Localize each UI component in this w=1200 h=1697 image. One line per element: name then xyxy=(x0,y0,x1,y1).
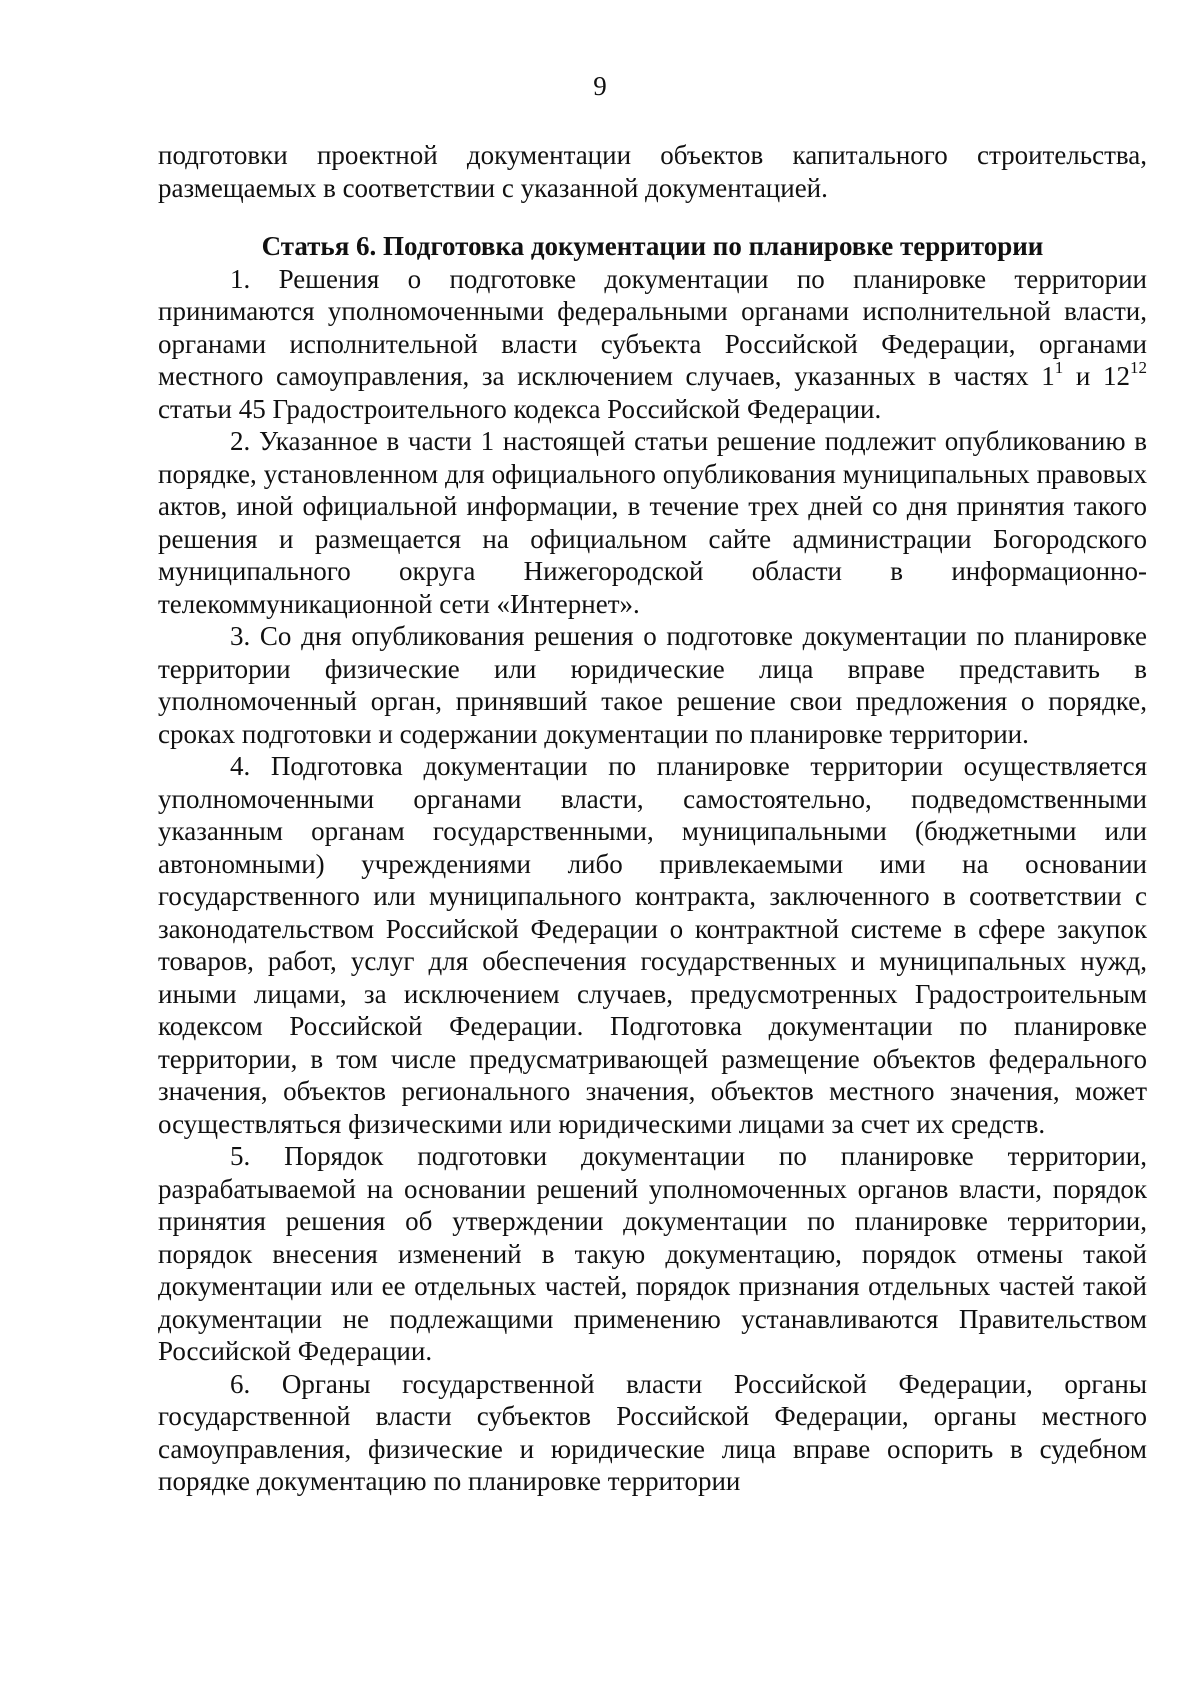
document-body xyxy=(158,139,1147,1498)
conjunction: и xyxy=(1063,361,1103,391)
paragraph-1-text: 1. Решения о подготовке документации по планировке территории принимаются уполномоченными федеральными органами исполнительной власти, органами исполнительной власти субъекта Российской Федерации, органами местного самоуправления, за исключением случаев, указанных в частях xyxy=(158,263,1147,391)
paragraph-3: 3. Со дня опубликования решения о подготовке документации по планировке территории физические или юридические лица вправе представить в уполномоченный орган, принявший такое решение свои предложения о порядке, сроках подготовки и содержании документации по планировке территории. xyxy=(158,621,1147,749)
paragraph-2: 2. Указанное в части 1 настоящей статьи решение подлежит опубликованию в порядке, установленном для официального опубликования муниципальных правовых актов, иной официальной информации, в течение трех дней со дня принятия такого решения и размещается на официальном сайте администрации Богородского муниципального округа Нижегородской области в информационно-телекоммуникационной сети «Интернет». xyxy=(158,426,1147,619)
part-number-1: 1 xyxy=(1041,361,1055,391)
paragraph-5: 5. Порядок подготовки документации по планировке территории, разрабатываемой на основании решений уполномоченных органов власти, порядок принятия решения об утверждении документации по планировке территории, порядок внесения изменений в такую документацию, порядок отмены такой документации или ее отдельных частей, порядок признания отдельных частей такой документации не подлежащими применению устанавливаются Правительством Российской Федерации. xyxy=(158,1141,1147,1366)
article-title: Статья 6. Подготовка документации по планировке территории xyxy=(261,231,1044,261)
paragraph-1-tail: статьи 45 Градостроительного кодекса Российской Федерации. xyxy=(158,393,882,424)
part-superscript-1: 1 xyxy=(1054,358,1064,377)
part-number-12: 12 xyxy=(1103,361,1130,391)
part-superscript-12: 12 xyxy=(1130,358,1147,377)
paragraph-1 xyxy=(158,263,1147,426)
paragraph-6: 6. Органы государственной власти Российской Федерации, органы государственной власти субъектов Российской Федерации, органы местного самоуправления, физические и юридические лица вправе оспорить в судебном порядке документацию по планировке территории xyxy=(158,1368,1147,1496)
paragraph-4: 4. Подготовка документации по планировке территории осуществляется уполномоченными органами власти, самостоятельно, подведомственными указанным органам государственными, муниципальными (бюджетными или автономными) учреждениями либо привлекаемыми ими на основании государственного или муниципального контракта, заключенного в соответствии с законодательством Российской Федерации о контрактной системе в сфере закупок товаров, работ, услуг для обеспечения государственных и муниципальных нужд, иными лицами, за исключением случаев, предусмотренных Градостроительным кодексом Российской Федерации. Подготовка документации по планировке территории, в том числе предусматривающей размещение объектов федерального значения, объектов регионального значения, объектов местного значения, может осуществляться физическими или юридическими лицами за счет их средств. xyxy=(158,751,1147,1139)
page-number: 9 xyxy=(593,71,607,101)
intro-paragraph: подготовки проектной документации объектов капитального строительства, размещаемых в соответствии с указанной документацией. xyxy=(158,140,1147,203)
